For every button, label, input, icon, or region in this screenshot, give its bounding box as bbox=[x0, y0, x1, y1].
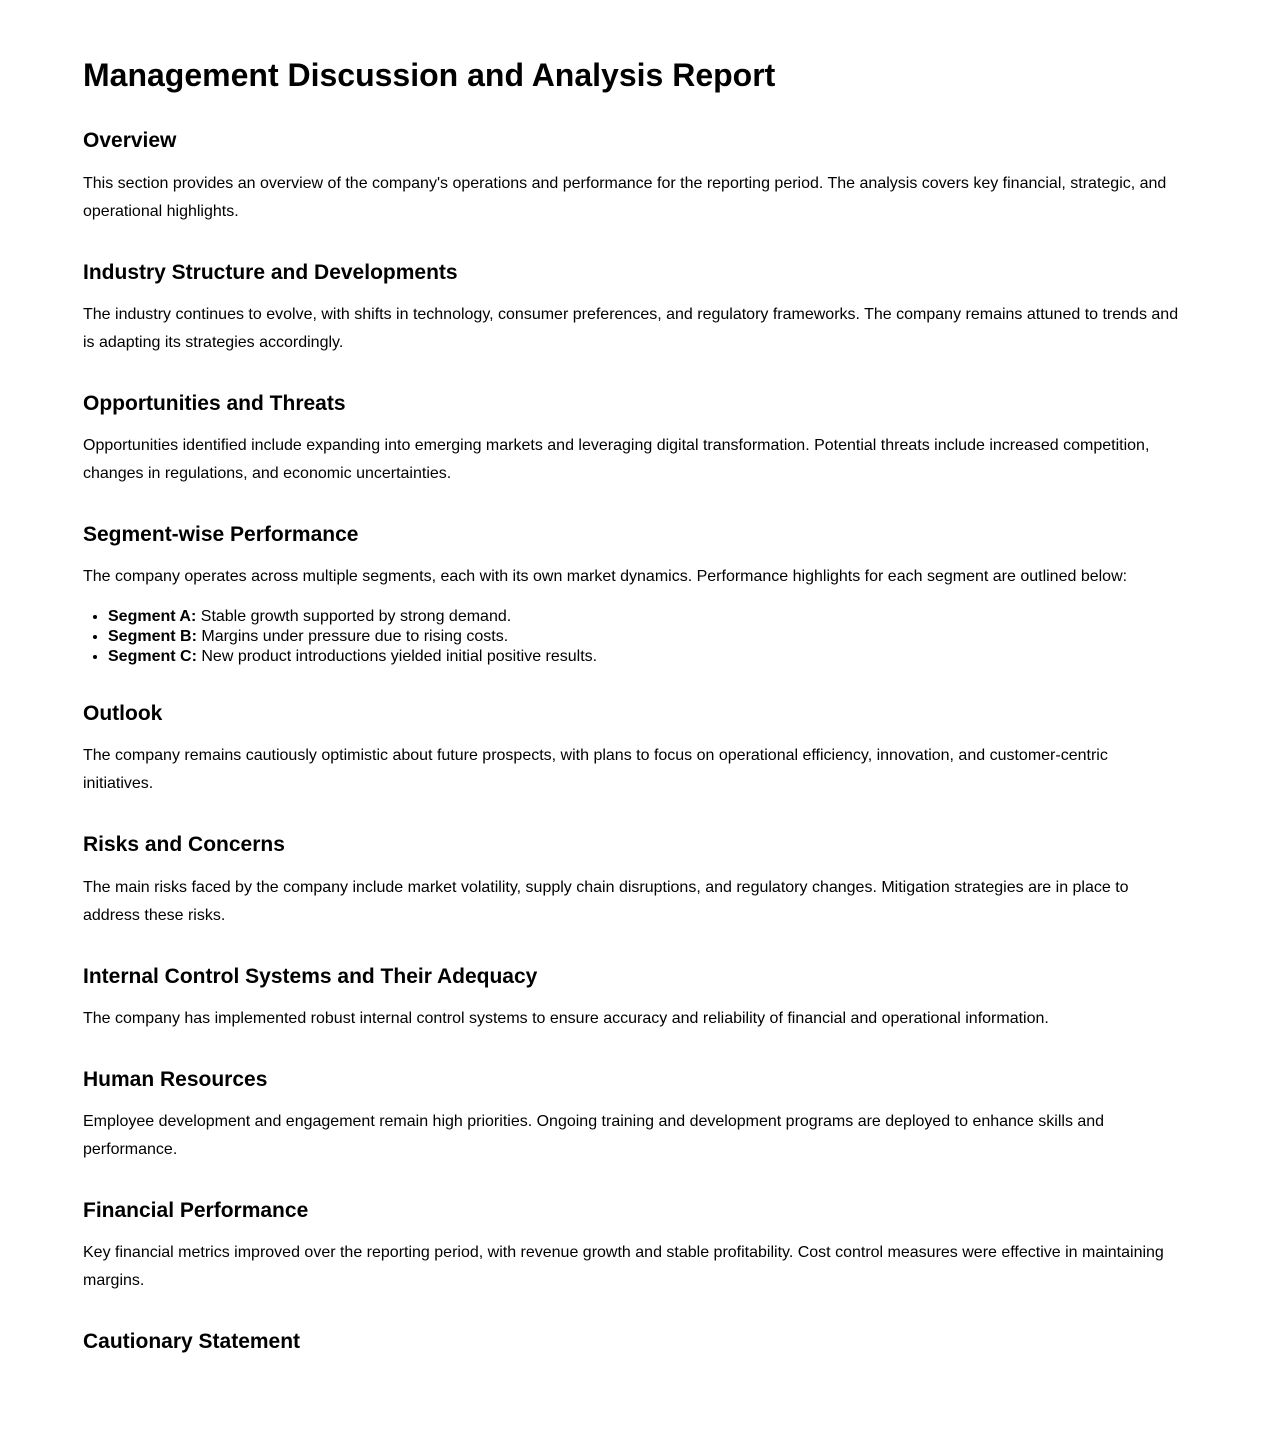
section-opportunities-threats bbox=[83, 391, 1180, 488]
section-risks-concerns bbox=[83, 832, 1180, 929]
heading-human-resources: Human Resources bbox=[83, 1067, 268, 1091]
segment-c-text: New product introductions yielded initial positive results. bbox=[201, 648, 598, 666]
section-financial-performance bbox=[83, 1198, 1180, 1295]
heading-segment-performance: Segment-wise Performance bbox=[83, 522, 359, 546]
segment-a-text: Stable growth supported by strong demand. bbox=[200, 608, 512, 626]
section-industry-structure bbox=[83, 260, 1180, 357]
paragraph-risks-concerns: The main risks faced by the company include market volatility, supply chain disruptions, and regulatory changes. Mitigation strategies are in place to address these risks. bbox=[83, 878, 1129, 924]
heading-risks-concerns: Risks and Concerns bbox=[83, 833, 285, 857]
paragraph-internal-control: The company has implemented robust internal control systems to ensure accuracy and reliability of financial and operational information. bbox=[83, 1009, 1049, 1027]
paragraph-financial-performance: Key financial metrics improved over the reporting period, with revenue growth and stable profitability. Cost control measures were effective in maintaining margins. bbox=[83, 1244, 1164, 1290]
segment-b-text: Margins under pressure due to rising costs. bbox=[201, 628, 509, 646]
paragraph-segment-performance: The company operates across multiple segments, each with its own market dynamics. Performance highlights for each segment are outlined below: bbox=[83, 568, 1128, 586]
section-cautionary-statement bbox=[83, 1329, 1180, 1354]
list-item-segment-c bbox=[108, 647, 1180, 667]
document-title: Management Discussion and Analysis Report bbox=[83, 57, 776, 93]
heading-cautionary-statement: Cautionary Statement bbox=[83, 1330, 301, 1354]
heading-outlook: Outlook bbox=[83, 702, 163, 726]
heading-internal-control: Internal Control Systems and Their Adequacy bbox=[83, 964, 538, 988]
segment-bullet-list bbox=[83, 607, 1180, 667]
section-human-resources bbox=[83, 1067, 1180, 1164]
paragraph-human-resources: Employee development and engagement remain high priorities. Ongoing training and development programs are deployed to enhance skills and performance. bbox=[83, 1112, 1105, 1158]
list-item-segment-a bbox=[108, 607, 1180, 627]
section-segment-performance bbox=[83, 522, 1180, 667]
section-internal-control bbox=[83, 964, 1180, 1033]
segment-a-label: Segment A: bbox=[108, 608, 197, 626]
paragraph-industry-structure: The industry continues to evolve, with shifts in technology, consumer preferences, and regulatory frameworks. The company remains attuned to trends and is adapting its strategies accordingly. bbox=[83, 305, 1179, 351]
heading-overview: Overview bbox=[83, 129, 177, 153]
list-item-segment-b bbox=[108, 627, 1180, 647]
heading-opportunities-threats: Opportunities and Threats bbox=[83, 391, 346, 415]
paragraph-outlook: The company remains cautiously optimistic about future prospects, with plans to focus on operational efficiency, innovation, and customer-centric initiatives. bbox=[83, 747, 1108, 793]
segment-b-label: Segment B: bbox=[108, 628, 197, 646]
section-overview bbox=[83, 128, 1180, 225]
segment-c-label: Segment C: bbox=[108, 648, 197, 666]
section-outlook bbox=[83, 701, 1180, 798]
heading-financial-performance: Financial Performance bbox=[83, 1198, 309, 1222]
paragraph-overview: This section provides an overview of the company's operations and performance for the reporting period. The analysis covers key financial, strategic, and operational highlights. bbox=[83, 174, 1167, 220]
heading-industry-structure: Industry Structure and Developments bbox=[83, 260, 458, 284]
paragraph-opportunities-threats: Opportunities identified include expanding into emerging markets and leveraging digital transformation. Potential threats include increased competition, changes in regulations, and economic uncertainties. bbox=[83, 436, 1150, 482]
